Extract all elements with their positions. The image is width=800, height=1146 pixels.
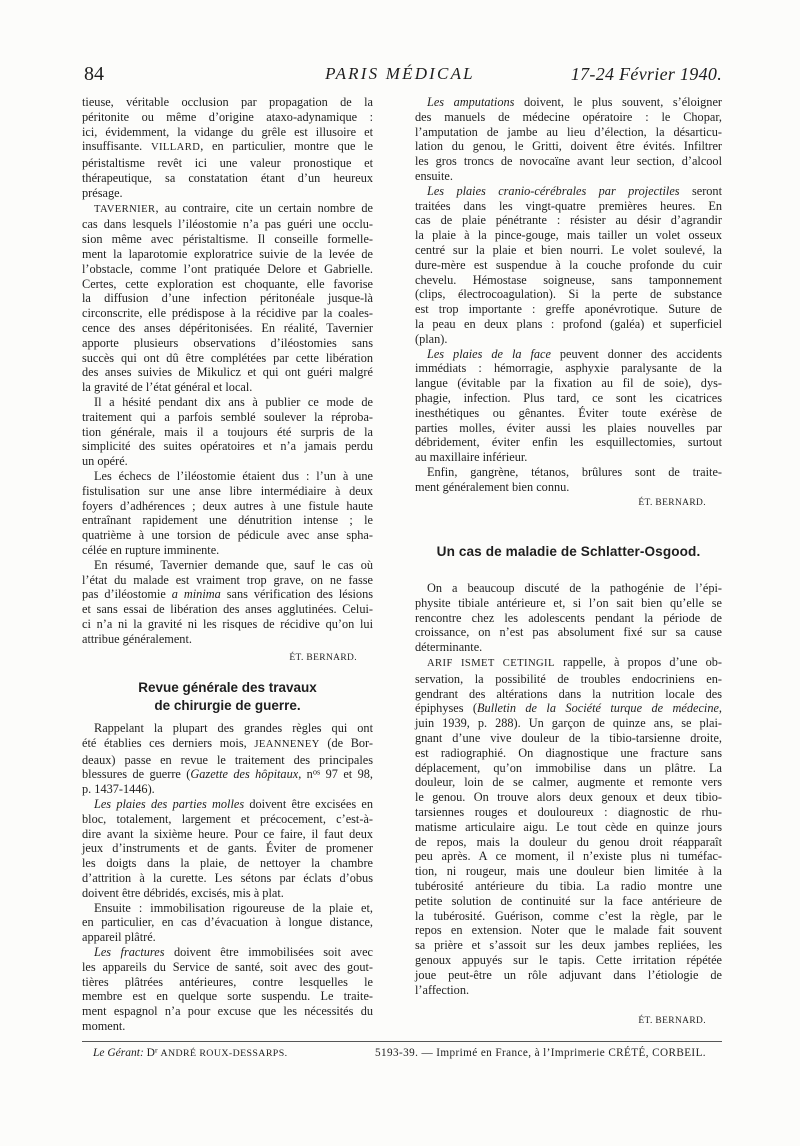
text-run: l’amputation de jambe au lieu d’élection, la désarticu-: [415, 124, 722, 139]
text-run: joue peut-être un rôle adjuvant dans l’étiologie de: [415, 967, 722, 982]
text-run: parties molles, éviter aussi les plaies nouvelles par: [415, 420, 722, 435]
italic-text: Les fractures: [94, 944, 165, 959]
text-run: succès qui ont dû être complétées par cette libération: [82, 350, 373, 365]
author-signature: [415, 495, 722, 510]
text-line: [82, 321, 373, 336]
text-line: [82, 232, 373, 247]
text-run: Ensuite : immobilisation rigoureuse de la plaie et,: [94, 900, 373, 915]
text-line: [415, 125, 722, 140]
text-line: [82, 365, 373, 380]
paragraph: [82, 95, 373, 201]
text-line: [415, 716, 722, 731]
text-line: [82, 558, 373, 573]
text-line: [82, 291, 373, 306]
text-line: [415, 169, 722, 184]
text-run: débridement, éviter enfin les esquillectomies, surtout: [415, 435, 722, 450]
text-line: [82, 960, 373, 975]
text-run: foyers d’adhérences ; deux autres à une fistule haute: [82, 498, 373, 513]
text-line: [415, 894, 722, 909]
article-continuation: [82, 95, 373, 646]
text-run: dure-mère est suspendue à la couche profonde du cuir: [415, 257, 722, 272]
text-run: apporte plusieurs observations d’iléostomies sans: [82, 335, 373, 350]
text-line: [82, 351, 373, 366]
text-run: Certes, cette exploration est choquante, elle favorise: [82, 276, 373, 291]
italic-text: Bulletin de la Société turque de médecine: [477, 701, 719, 716]
text-line: [82, 975, 373, 990]
text-line: [82, 930, 373, 945]
italic-text: Les amputations: [427, 95, 515, 109]
text-run: simplicité des suites opératoires et n’a jamais perdu: [82, 439, 373, 454]
text-run: au maxillaire inférieur.: [415, 450, 528, 465]
text-line: [82, 139, 373, 156]
text-run: rencontre chez les adolescents pendant la période de: [415, 610, 722, 625]
text-run: physite tibiale antérieure et, si l’on sait bien qu’elle se: [415, 595, 722, 610]
text-line: [82, 782, 373, 797]
text-line: [415, 820, 722, 835]
footer-imprint: 5193-39. — Imprimé en France, à l’Imprimerie CRÉTÉ, CORBEIL.: [375, 1047, 706, 1059]
paragraph: [82, 797, 373, 901]
text-line: [415, 640, 722, 655]
text-run: sans vérification des lésions: [220, 587, 373, 602]
paragraph: [82, 901, 373, 945]
text-run: la peau en deux plans : profond (galéa) et superficiel: [415, 316, 722, 331]
text-run: Rappelant la plupart des grandes règles qui ont: [94, 721, 373, 735]
text-run: peu après. A ce moment, il n’existe plus ni tuméfac-: [415, 849, 722, 864]
text-run: et sans essai de libération des anses agglutinées. Celui-: [82, 602, 373, 617]
text-run: péritonite ou même d’origine ataxo-adynamique :: [82, 109, 373, 124]
text-run: inesthétiques ou gênantes. Éviter toute exérèse de: [415, 405, 722, 420]
text-run: ci n’a ni la gravité ni les risques de récidive qu’on lui: [82, 616, 373, 631]
text-line: [415, 775, 722, 790]
text-line: [415, 701, 722, 716]
text-run: présage.: [82, 185, 123, 200]
text-line: [82, 277, 373, 292]
text-run: En résumé, Tavernier demande que, sauf le cas où: [94, 557, 373, 572]
text-line: [82, 841, 373, 856]
text-run: dire avant la sixième heure. Pour ce faire, il faut deux: [82, 826, 373, 841]
text-line: [82, 247, 373, 262]
text-run: Il a hésité pendant dix ans à publier ce mode de: [94, 394, 373, 409]
text-run: sion même avec péristaltisme. Il conseille formelle-: [82, 232, 373, 247]
text-line: [82, 901, 373, 916]
heading-line: Un cas de maladie de Schlatter-Osgood.: [436, 544, 701, 559]
text-line: [82, 186, 373, 201]
paragraph: [415, 95, 722, 184]
text-run: douleur, loin de se calmer, augmente et remonte vers: [415, 775, 722, 790]
small-caps-name: JEANNENEY: [254, 738, 320, 750]
text-line: [82, 454, 373, 469]
text-run: doivent être débridés, excisés, mis à plat.: [82, 885, 284, 900]
article-body: [82, 721, 373, 1034]
text-line: [82, 721, 373, 736]
text-run: cas dans lesquels l’iléostomie n’a pas guéri une occlu-: [82, 217, 373, 232]
text-line: [82, 915, 373, 930]
text-line: [415, 790, 722, 805]
text-line: [82, 484, 373, 499]
text-line: [415, 347, 722, 362]
text-line: [415, 435, 722, 450]
italic-text: a minima: [171, 587, 221, 602]
text-run: chevelu. Hémostase soigneuse, sans tamponnement: [415, 272, 722, 287]
text-line: [415, 450, 722, 465]
text-line: [415, 849, 722, 864]
text-run: déplacement, qu’on immobilise dans un plâtre. La: [415, 760, 722, 775]
text-run: les gros troncs de novocaïne avant leur section, d’alcool: [415, 154, 722, 169]
text-line: [82, 528, 373, 543]
text-run: ensuite.: [415, 168, 453, 183]
text-run: peuvent donner des accidents: [550, 346, 723, 361]
text-line: [415, 376, 722, 391]
text-line: [415, 805, 722, 820]
paragraph: [415, 465, 722, 495]
text-run: moment.: [82, 1018, 126, 1033]
text-line: [415, 243, 722, 258]
text-line: [415, 421, 722, 436]
text-line: [415, 655, 722, 672]
text-line: [82, 736, 373, 753]
text-line: [82, 410, 373, 425]
paragraph: [82, 395, 373, 469]
issue-date: 17-24 Février 1940.: [570, 64, 722, 84]
text-run: seront: [679, 183, 722, 198]
paragraph: [415, 655, 722, 997]
text-line: [82, 753, 373, 768]
text-line: [82, 95, 373, 110]
text-run: l’état du malade est vraiment trop grave, on ne fasse: [82, 572, 373, 587]
manager-name: ANDRÉ ROUX-DESSARPS.: [160, 1048, 288, 1059]
text-line: [415, 968, 722, 983]
text-run: juin 1939, p. 288). Un garçon de quinze ans, se plai-: [415, 716, 722, 731]
text-line: [415, 611, 722, 626]
heading-line: Revue générale des travaux: [138, 680, 317, 695]
text-line: [82, 587, 373, 602]
text-line: [415, 864, 722, 879]
article-heading: [415, 544, 722, 560]
text-run: tion, ni rougeur, mais une douleur bien limitée à la: [415, 864, 722, 879]
text-run: repos en extension. Noter que le malade fait souvent: [415, 923, 722, 938]
text-line: [415, 761, 722, 776]
text-run: l’obstacle, comme l’ont pratiquée Delore et Gabrielle.: [82, 261, 373, 276]
text-line: [415, 746, 722, 761]
text-line: [82, 380, 373, 395]
text-run: la tubérosité. Guérison, comme c’est la règle, par le: [415, 908, 722, 923]
text-line: [82, 513, 373, 528]
text-line: [82, 336, 373, 351]
text-run: servation, la possibilité de troubles endocriniens en-: [415, 671, 722, 686]
text-line: [415, 625, 722, 640]
text-run: cas de plaie pénétrante : résister au désir d’agrandir: [415, 213, 722, 228]
text-run: rappelle, à propos d’une ob-: [554, 654, 722, 669]
text-run: tières plâtrées antérieures, contre lesquelles le: [82, 974, 373, 989]
text-line: [82, 1019, 373, 1034]
text-line: [415, 332, 722, 347]
signature-text: ÉT. BERNARD.: [638, 498, 706, 508]
text-line: [82, 171, 373, 186]
text-line: [415, 273, 722, 288]
article-continuation: [415, 95, 722, 495]
text-line: [415, 923, 722, 938]
text-line: [415, 139, 722, 154]
text-run: doivent être immobilisées soit avec: [164, 944, 373, 959]
text-line: [82, 856, 373, 871]
text-line: [415, 95, 722, 110]
text-line: [82, 543, 373, 558]
text-line: [82, 499, 373, 514]
text-line: [82, 632, 373, 647]
superscript: os: [312, 767, 321, 777]
text-line: [415, 672, 722, 687]
text-line: [82, 573, 373, 588]
text-run: d’attrition à la curette. Les sétons par éclats d’obus: [82, 870, 373, 885]
text-line: [415, 391, 722, 406]
paragraph: [82, 201, 373, 395]
text-line: [82, 156, 373, 171]
text-line: [415, 909, 722, 924]
text-run: , en particulier, montre que le: [200, 139, 373, 154]
text-run: deaux) passe en revue le traitement des principales: [82, 752, 373, 767]
text-line: [415, 199, 722, 214]
text-run: lation du genou, le Gritti, doivent être évités. Infiltrer: [415, 139, 722, 154]
footer-manager: [93, 1045, 287, 1062]
text-run: la gravité de l’état général et local.: [82, 380, 253, 395]
author-signature: [82, 650, 373, 665]
paragraph: [82, 721, 373, 797]
text-run: quatrième à une torsion de pédicule avec anse spha-: [82, 528, 373, 543]
text-run: , au contraire, cite un certain nombre de: [155, 200, 373, 215]
italic-text: Gazette des hôpitaux: [190, 767, 299, 782]
small-caps-name: ARIF ISMET CETINGIL: [427, 657, 555, 669]
footer-rule: [82, 1041, 722, 1042]
text-line: [415, 480, 722, 495]
text-run: déterminante.: [415, 640, 483, 655]
text-run: tion générale, mais il a toujours été surpris de la: [82, 424, 373, 439]
text-run: (de Bor-: [319, 735, 373, 750]
signature-text: ÉT. BERNARD.: [289, 653, 357, 663]
text-line: [82, 110, 373, 125]
manager-title: D: [146, 1047, 155, 1059]
text-run: l’affection.: [415, 982, 470, 997]
text-line: [82, 812, 373, 827]
text-run: des anses suivies de Mikulicz et qui ont guéri malgré: [82, 365, 373, 380]
author-signature: [415, 1013, 722, 1028]
text-line: [415, 731, 722, 746]
text-run: un opéré.: [82, 454, 128, 469]
text-run: épiphyses (: [415, 701, 478, 716]
text-line: [415, 953, 722, 968]
text-line: [82, 395, 373, 410]
small-caps-name: VILLARD: [150, 142, 201, 154]
text-run: phagie, infection. Plus tard, ce sont les cicatrices: [415, 390, 722, 405]
text-run: doivent, le plus souvent, s’éloigner: [514, 95, 722, 109]
text-run: immédiats : hémorragie, asphyxie paralysante de la: [415, 361, 722, 376]
text-line: [82, 469, 373, 484]
text-run: été établies ces derniers mois,: [82, 735, 255, 750]
text-line: [415, 361, 722, 376]
text-run: traitées dans les vingt-quatre premières heures. En: [415, 198, 722, 213]
manager-label: Le Gérant:: [93, 1047, 144, 1059]
text-run: p. 1437-1446).: [82, 782, 155, 797]
text-run: ment généralement bien connu.: [415, 479, 570, 494]
text-line: [415, 581, 722, 596]
text-run: On a beaucoup discuté de la pathogénie de l’épi-: [427, 581, 722, 595]
text-run: péristaltisme revêt ici une valeur pronostique et: [82, 156, 373, 171]
text-run: de repos, mais la douleur du genou droit réapparaît: [415, 834, 722, 849]
text-line: [82, 827, 373, 842]
text-run: attribue généralement.: [82, 631, 192, 646]
italic-text: Les plaies de la face: [427, 346, 551, 361]
text-line: [415, 184, 722, 199]
text-line: [415, 228, 722, 243]
text-line: [82, 306, 373, 321]
text-line: [82, 425, 373, 440]
text-run: genoux appuyés sur le tapis. Cette irritation répétée: [415, 952, 722, 967]
text-line: [415, 110, 722, 125]
italic-text: Les plaies des parties molles: [94, 796, 245, 811]
text-line: [82, 871, 373, 886]
text-line: [82, 1004, 373, 1019]
text-line: [82, 767, 373, 782]
text-run: est trop importante : greffe aponévrotique. Suture de: [415, 302, 722, 317]
text-run: les appareils du Service de santé, soit avec des gout-: [82, 959, 373, 974]
paragraph: [82, 945, 373, 1034]
text-run: fistulisation sur une anse libre intermédiaire à deux: [82, 483, 373, 498]
text-line: [415, 406, 722, 421]
text-run: (plan).: [415, 331, 448, 346]
text-run: ,: [718, 701, 722, 716]
text-line: [82, 602, 373, 617]
text-run: est radiographié. On diagnostique une fracture sans: [415, 745, 722, 760]
text-run: thérapeutique, sa constatation étant d’un heureux: [82, 170, 373, 185]
manager-title-superscript: r: [154, 1045, 158, 1055]
text-run: langue (évitable par la fixation au fil de soie), dys-: [415, 376, 722, 391]
text-run: petite solution de continuité sur la face antérieure de: [415, 893, 722, 908]
text-run: le genou. On trouve alors deux genoux et deux tibio-: [415, 790, 722, 805]
italic-text: Les plaies cranio-cérébrales par projectiles: [427, 183, 680, 198]
text-line: [82, 989, 373, 1004]
text-run: cence des anses dépéritonisées. En réalité, Tavernier: [82, 320, 373, 335]
text-run: doivent être excisées en: [244, 796, 373, 811]
text-line: [415, 213, 722, 228]
text-line: [415, 302, 722, 317]
text-line: [82, 617, 373, 632]
text-run: blessures de guerre (: [82, 767, 191, 782]
text-run: célée en rupture imminente.: [82, 542, 220, 557]
text-line: [82, 797, 373, 812]
text-line: [415, 317, 722, 332]
text-run: insuffisante.: [82, 139, 151, 154]
text-run: jeux d’instruments et de gants. Éviter de promener: [82, 841, 373, 856]
text-run: pas d’iléostomie: [82, 587, 172, 602]
text-run: appareil plâtré.: [82, 930, 156, 945]
text-run: gnant d’une vive douleur de la tibio-tarsienne droite,: [415, 730, 722, 745]
text-run: tieuse, véritable occlusion par propagation de la: [82, 95, 373, 109]
text-run: tubérosité antérieure du tibia. La radio montre une: [415, 878, 722, 893]
text-run: la diffusion d’une infection péritonéale jusque-là: [82, 291, 373, 306]
text-run: 97 et 98,: [320, 767, 373, 782]
text-line: [415, 835, 722, 850]
paragraph: [82, 558, 373, 647]
text-line: [415, 154, 722, 169]
text-line: [415, 879, 722, 894]
text-run: la plaie à la pince-gouge, mais tailler un volet osseux: [415, 228, 722, 243]
text-run: membre est en quelque sorte suspendu. Le traite-: [82, 989, 373, 1004]
text-run: tarsiennes rouges et douloureux : diagnostic de rhu-: [415, 804, 722, 819]
paragraph: [415, 581, 722, 655]
small-caps-name: TAVERNIER: [94, 203, 156, 215]
text-run: bloc, totalement, largement et précocement, c’est-à-: [82, 811, 373, 826]
text-run: Les échecs de l’iléostomie étaient dus : l’un à une: [94, 468, 373, 483]
text-run: gendrant des altérations dans la nutrition locale des: [415, 686, 722, 701]
text-run: les doigts dans la plaie, de nettoyer la chambre: [82, 856, 373, 871]
text-line: [415, 258, 722, 273]
text-line: [82, 201, 373, 218]
text-line: [82, 945, 373, 960]
paragraph: [82, 469, 373, 558]
signature-text: ÉT. BERNARD.: [638, 1016, 706, 1026]
text-line: [82, 439, 373, 454]
text-line: [82, 262, 373, 277]
text-line: [415, 983, 722, 998]
journal-title: PARIS MÉDICAL: [325, 64, 475, 83]
text-run: matisme articulaire aigu. Le tout cède en quinze jours: [415, 819, 722, 834]
text-run: (clips, électrocoagulation). Si la perte de substance: [415, 287, 722, 302]
text-line: [82, 217, 373, 232]
paragraph: [415, 184, 722, 347]
text-line: [82, 886, 373, 901]
text-line: [415, 596, 722, 611]
paragraph: [415, 347, 722, 465]
text-line: [415, 287, 722, 302]
text-run: entraînant rapidement une dénutrition intense ; le: [82, 513, 373, 528]
text-line: [415, 687, 722, 702]
text-run: croissance, on n’est pas absolument fixé sur sa cause: [415, 625, 722, 640]
page-number: 84: [84, 63, 104, 85]
heading-line: de chirurgie de guerre.: [154, 697, 301, 713]
article-body: [415, 581, 722, 997]
text-run: traitement qui a parfois semblé soulever la réproba-: [82, 409, 373, 424]
text-run: , n: [298, 767, 313, 782]
text-run: ment espagnol n’a pour excuse que les nécessités du: [82, 1004, 373, 1019]
text-run: des manuels de médecine opératoire : le Chopar,: [415, 109, 722, 124]
text-line: [415, 938, 722, 953]
text-run: ici, évidemment, la vidange du grêle est illusoire et: [82, 124, 373, 139]
text-run: Enfin, gangrène, tétanos, brûlures sont de traite-: [427, 464, 722, 479]
text-line: [415, 465, 722, 480]
article-heading: [82, 679, 373, 714]
text-run: ment la laparotomie exploratrice suivie de la levée de: [82, 246, 373, 261]
text-run: sa prière et s’assoit sur les deux jambes repliées, les: [415, 938, 722, 953]
text-line: [82, 125, 373, 140]
text-run: en particulier, en cas d’évacuation à longue distance,: [82, 915, 373, 930]
text-run: circonscrite, elle prédispose à la récidive par la coales-: [82, 306, 373, 321]
text-run: centré sur la plaie et bien nourri. Le volet soulevé, la: [415, 242, 722, 257]
